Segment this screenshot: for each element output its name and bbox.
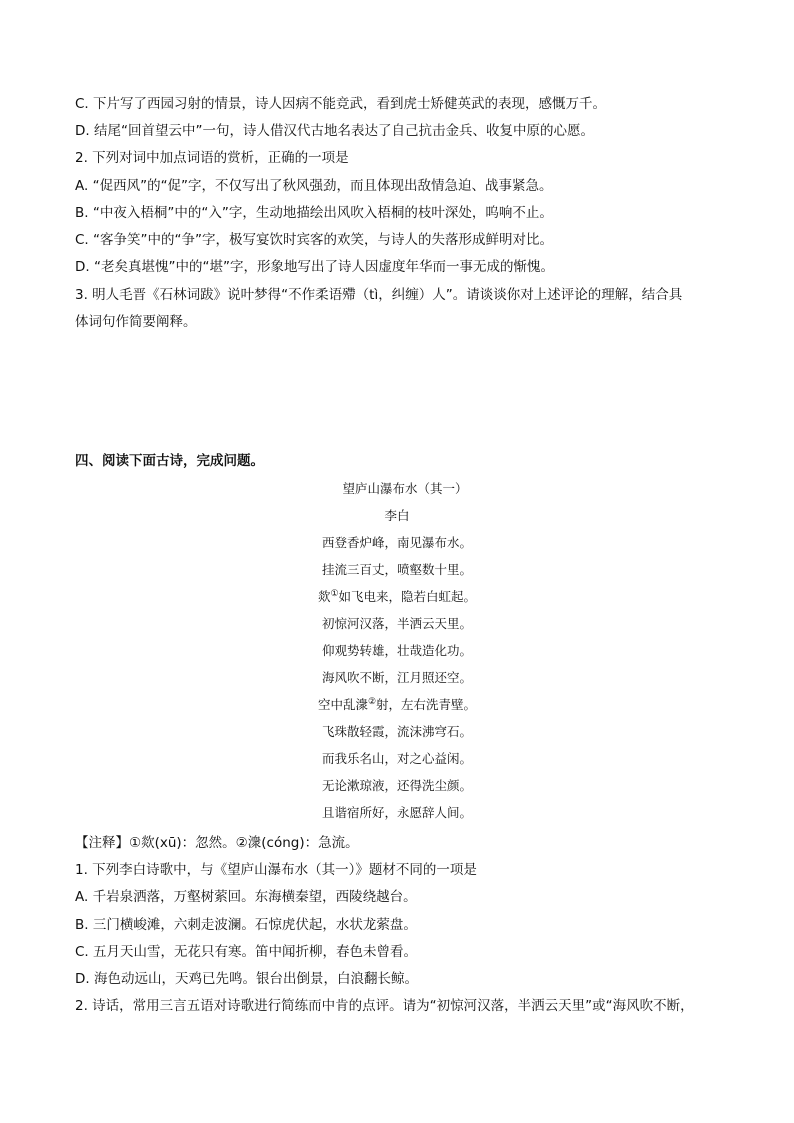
poem-line: 飞珠散轻霞，流沫沸穹石。 (321, 724, 472, 739)
poem-line: 而我乐名山，对之心益闲。 (321, 751, 472, 766)
question-2-option-d: D. “老矣真堪愧”中的“堪”字，形象地写出了诗人因虚度年华而一事无成的惭愧。 (75, 259, 554, 275)
poem-line-text: 射，左右洗青壁。 (376, 697, 477, 712)
poem-line (0, 589, 794, 605)
poem-line: 海风吹不断，江月照还空。 (321, 670, 472, 685)
question-2: 2. 下列对词中加点词语的赏析，正确的一项是 (75, 150, 349, 166)
poem-line: 西登香炉峰，南见瀑布水。 (321, 535, 472, 550)
question-2-option-a: A. “促西风”的“促”字，不仅写出了秋风强劲，而且体现出敌情急迫、战事紧急。 (75, 178, 553, 194)
question-1-option-c: C. 五月天山雪，无花只有寒。笛中闻折柳，春色未曾看。 (75, 944, 418, 960)
question-option-c: C. 下片写了西园习射的情景，诗人因病不能竞武，看到虎士矫健英武的表现，感慨万千。 (75, 96, 607, 112)
question-1: 1. 下列李白诗歌中，与《望庐山瀑布水（其一）》题材不同的一项是 (75, 862, 477, 878)
question-2: 2. 诗话，常用三言五语对诗歌进行简练而中肯的点评。请为“初惊河汉落，半洒云天里”或“海风吹不断， (75, 998, 694, 1014)
poem-line (0, 697, 794, 713)
poem-line: 且谐宿所好，永愿辞人间。 (321, 805, 472, 820)
poem-line: 无论漱琼液，还得洗尘颜。 (321, 778, 472, 793)
section-heading: 四、阅读下面古诗，完成问题。 (75, 453, 264, 469)
question-1-option-a: A. 千岩泉洒落，万壑树萦回。东海横秦望，西陵绕越台。 (75, 889, 417, 905)
question-3-line-1: 3. 明人毛晋《石林词跋》说叶梦得“不作柔语殢（tì，纠缠）人”。请谈谈你对上述评论的理解，结合具 (75, 287, 683, 303)
poem-line-prefix: 欻 (317, 589, 331, 604)
question-3-line-2: 体词句作简要阐释。 (75, 314, 197, 330)
question-1-option-d: D. 海色动远山，天鸡已先鸣。银台出倒景，白浪翻长鲸。 (75, 971, 418, 987)
question-option-d: D. 结尾“回首望云中”一句，诗人借汉代古地名表达了自己抗击金兵、收复中原的心愿。 (75, 123, 594, 139)
footnote-marker: ② (367, 696, 377, 707)
poem-line-prefix: 空中乱潨 (317, 697, 368, 712)
poem-line-text: 如飞电来，隐若白虹起。 (338, 589, 477, 604)
poem-author: 李白 (384, 508, 410, 523)
question-1-option-b: B. 三门横峻滩，六刺走波澜。石惊虎伏起，水状龙萦盘。 (75, 917, 417, 933)
footnote-marker: ① (330, 588, 339, 599)
question-2-option-c: C. “客争笑”中的“争”字，极写宴饮时宾客的欢笑，与诗人的失落形成鲜明对比。 (75, 232, 553, 248)
annotation-note: 【注释】①欻(xū)：忽然。②潨(cóng)：急流。 (75, 835, 359, 851)
poem-line: 挂流三百丈，喷壑数十里。 (321, 562, 472, 577)
poem-title: 望庐山瀑布水（其一） (342, 481, 468, 496)
poem-line: 仰观势转雄，壮哉造化功。 (321, 643, 472, 658)
poem-line: 初惊河汉落，半洒云天里。 (321, 616, 472, 631)
question-2-option-b: B. “中夜入梧桐”中的“入”字，生动地描绘出风吹入梧桐的枝叶深处，呜响不止。 (75, 205, 553, 221)
